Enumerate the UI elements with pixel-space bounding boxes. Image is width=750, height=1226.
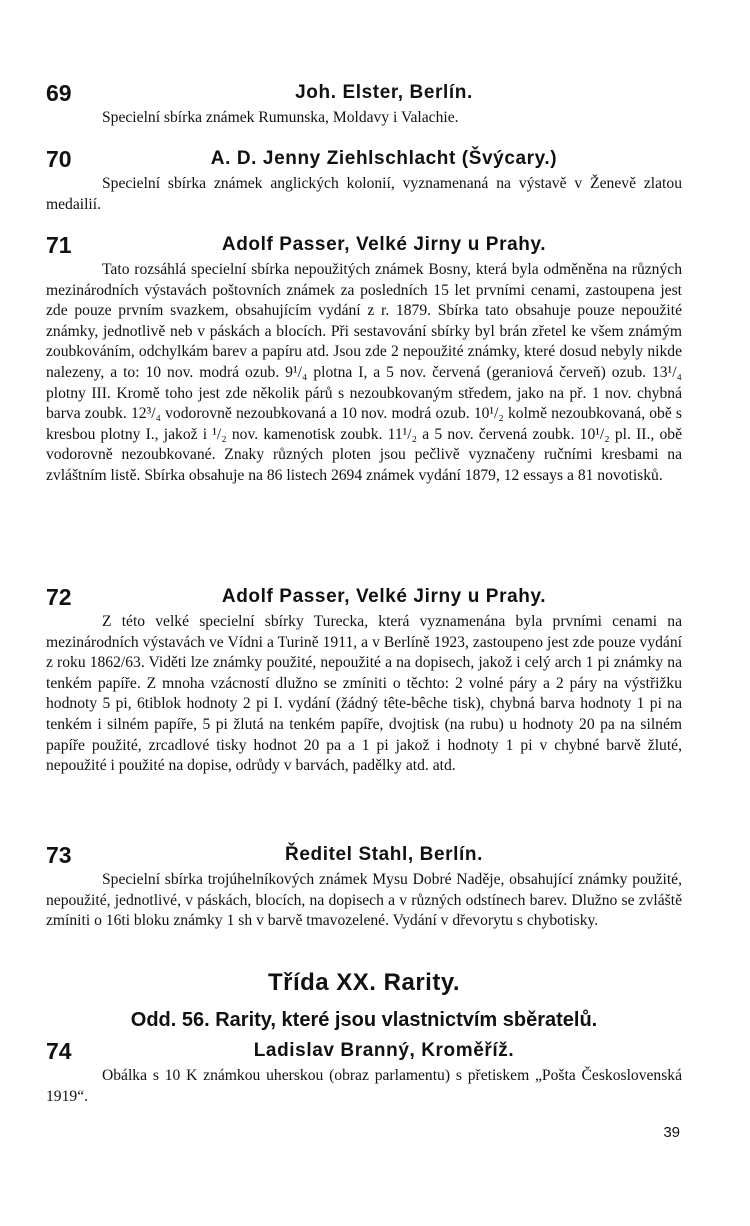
section-title: Odd. 56. Rarity, které jsou vlastnictvím sběratelů.	[130, 1009, 598, 1031]
entry-text: Obálka s 10 K známkou uherskou (obraz parlamentu) s přetiskem „Pošta Československá 1919“.	[46, 1067, 682, 1105]
entry-number: 70	[46, 146, 72, 172]
entry-number: 72	[46, 584, 72, 610]
entry-text: Z této velké specielní sbírky Turecka, která vyznamenána byla prvními cenami na mezinárodních výstavách ve Vídni a Turině 1911, a v Berlíně 1923, zastoupeno jest zde pouze vydání z roku 1862/63. Viděti lze známky použité, nepoužité a na dopisech, jakož i celý arch 1 pi známky na tenkém papíře. Z mnoha vzácností dlužno se zmíniti o těchto: 2 volné páry a 2 páry na výstřižku hodnoty 5 pi, 6tiblok hodnoty 2 pi I. vydání (žádný tête-bêche tisk), chybná barva hodnoty 1 pi na tenkém i silném papíře, 5 pi žlutá na tenkém papíře, dvojtisk (na rubu) u hodnoty 20 pa na silném papíře použité, zrcadlové tisky hodnot 20 pa a 1 pi jakož i hodnoty 1 pi v chybné barvě žluté, nepoužité i použité na dopise, odrůdy v barvách, padělky atd. atd.	[46, 613, 682, 775]
page-number: 39	[663, 1124, 680, 1141]
entry-number: 71	[46, 232, 72, 258]
entry-heading: Joh. Elster, Berlín.	[295, 82, 473, 103]
entry-number: 74	[46, 1038, 72, 1064]
entry-text: Specielní sbírka známek Rumunska, Moldavy i Valachie.	[102, 109, 459, 126]
entry-heading: Ladislav Branný, Kroměříž.	[253, 1040, 515, 1061]
catalog-entry-73	[46, 842, 682, 932]
class-title: Třída XX. Rarity.	[267, 969, 461, 996]
catalog-entry-69	[46, 80, 682, 129]
entry-heading: Adolf Passer, Velké Jirny u Prahy.	[221, 586, 547, 607]
entry-text: Tato rozsáhlá specielní sbírka nepoužitých známek Bosny, která byla odměněna na různých mezinárodních výstavách poštovních známek za posledních 15 let prvními cenami, zastoupena jest zde pouze prvním svazkem, obsahujícím vydání z r. 1879. Sbírka tato obsahuje pouze nepoužité známky, jednotlivě neb v páskách a blocích. Při sestavování sbírky byl brán zřetel ke všem známým zoubkováním, odchylkám barev a papíru atd. Jsou zde 2 nepoužité známky, které dosud nebyly nikde nalezeny, a to: 10 nov. modrá ozub. 9¹/₄ plotna I, a 5 nov. červená (geraniová červeň) ozub. 13¹/₄ plotny III. Kromě toho jest zde několik párů s nezoubkovaným středem, jako na př. 1 nov. chybná barva zoubk. 12³/₄ vodorovně nezoubkovaná a 10 nov. modrá ozub. 10¹/₂ kolmě nezoubkovaná, obě s kresbou plotny I., jakož i ¹/₂ nov. kamenotisk zoubk. 11¹/₂ a 5 nov. červená zoubk. 10¹/₂ pl. II., obě vodorovně nezoubkované. Znaky různých ploten jsou pečlivě vyznačeny ručními kresbami na zvláštním listě. Sbírka obsahuje na 86 listech 2694 známek vydání 1879, 12 essays a 81 novotisků.	[46, 261, 682, 484]
entry-text: Specielní sbírka trojúhelníkových známek Mysu Dobré Naděje, obsahující známky použité, nepoužité, jednotlivé, v páskách, blocích, na dopisech a v různých odstínech barev. Dlužno se zvláště zmíniti o 16ti bloku známky 1 sh v barvě tmavozelené. Vydání v dřevorytu s chybotisky.	[46, 871, 682, 930]
catalog-entry-72	[46, 584, 682, 777]
entry-number: 69	[46, 80, 72, 106]
catalog-entry-71	[46, 232, 682, 487]
entry-heading: A. D. Jenny Ziehlschlacht (Švýcary.)	[210, 148, 558, 169]
entry-heading: Ředitel Stahl, Berlín.	[285, 844, 483, 865]
entry-number: 73	[46, 842, 72, 868]
catalog-entry-70	[46, 146, 682, 215]
entry-heading: Adolf Passer, Velké Jirny u Prahy.	[221, 234, 547, 255]
catalog-entry-74	[46, 1038, 682, 1107]
entry-text: Specielní sbírka známek anglických kolonií, vyznamenaná na výstavě v Ženevě zlatou medailií.	[46, 175, 682, 213]
